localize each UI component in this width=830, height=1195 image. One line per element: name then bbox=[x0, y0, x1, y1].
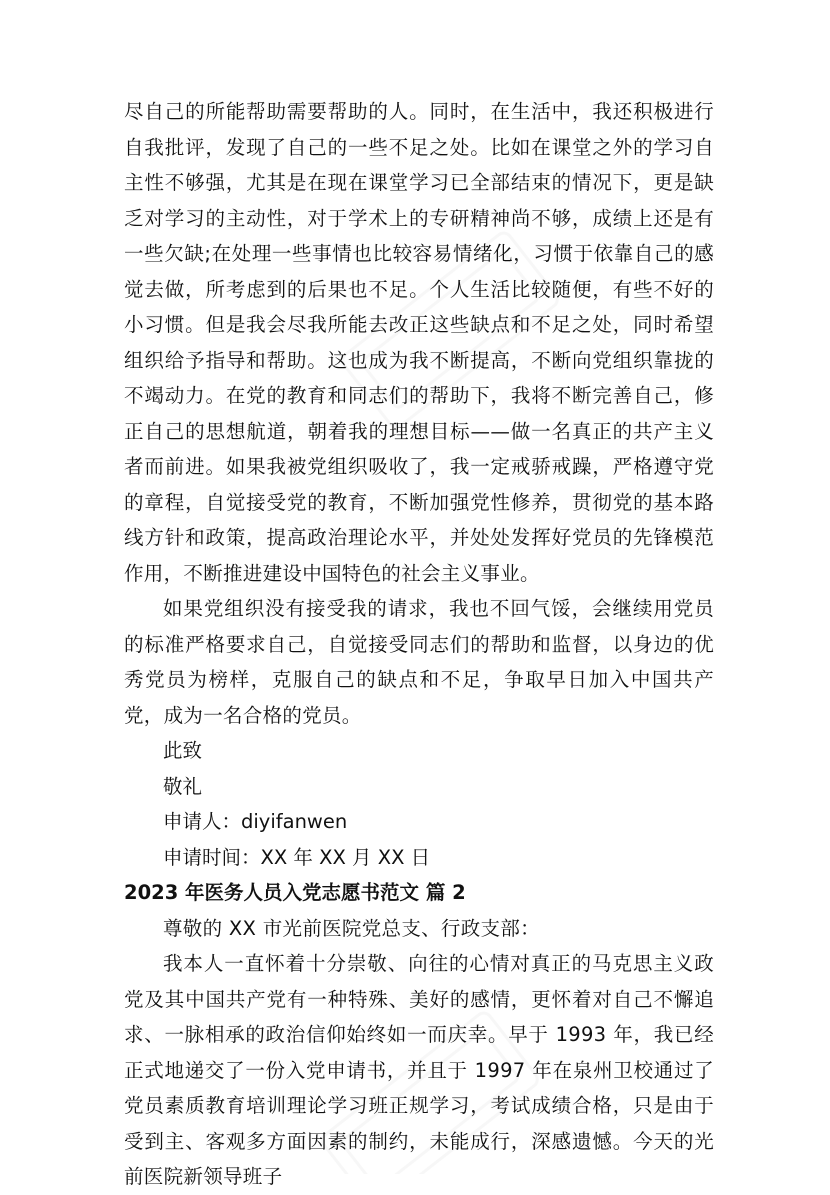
paragraph-2: 如果党组织没有接受我的请求，我也不回气馁，会继续用党员的标准严格要求自己，自觉接受同志们的帮助和监督，以身边的优秀党员为榜样，克服自己的缺点和不足，争取早日加入中国共产党，成为一名合格的党员。 bbox=[124, 597, 714, 727]
paragraph-continued: 尽自己的所能帮助需要帮助的人。同时，在生活中，我还积极进行自我批评，发现了自己的一些不足之处。比如在课堂之外的学习自主性不够强，尤其是在现在课堂学习已全部结束的情况下，更是缺乏对学习的主动性，对于学术上的专研精神尚不够，成绩上还是有一些欠缺;在处理一些事情也比较容易情绪化，习惯于依靠自己的感觉去做，所考虑到的后果也不足。个人生活比较随便，有些不好的小习惯。但是我会尽我所能去改正这些缺点和不足之处，同时希望组织给予指导和帮助。这也成为我不断提高，不断向党组织靠拢的不竭动力。在党的教育和同志们的帮助下，我将不断完善自己，修正自己的思想航道，朝着我的理想目标——做一名真正的共产主义者而前进。如果我被党组织吸收了，我一定戒骄戒躁，严格遵守党的章程，自觉接受党的教育，不断加强党性修养，贯彻党的基本路线方针和政策，提高政治理论水平，并处处发挥好党员的先锋模范作用，不断推进建设中国特色的社会主义事业。 bbox=[124, 100, 714, 585]
applicant-line: 申请人：diyifanwen bbox=[163, 810, 348, 833]
paragraph-3: 我本人一直怀着十分崇敬、向往的心情对真正的马克思主义政党及其中国共产党有一种特殊、美好的感情，更怀着对自己不懈追求、一脉相承的政治信仰始终如一而庆幸。早于 1993 年，我已经正式地递交了一份入党申请书，并且于 1997 年在泉州卫校通过了党员素质教育培训理论学习班正规学习，考试成绩合格，只是由于受到主、客观多方面因素的制约，未能成行，深感遗憾。今天的光前医院新领导班子 bbox=[124, 952, 714, 1188]
salutation: 尊敬的 XX 市光前医院党总支、行政支部： bbox=[163, 916, 540, 940]
date-line: 申请时间：XX 年 XX 月 XX 日 bbox=[163, 845, 431, 869]
section-heading: 2023 年医务人员入党志愿书范文 篇 2 bbox=[124, 881, 466, 904]
document-body bbox=[124, 94, 714, 1195]
closing-greeting-1: 此致 bbox=[163, 739, 203, 762]
closing-greeting-2: 敬礼 bbox=[163, 774, 203, 798]
